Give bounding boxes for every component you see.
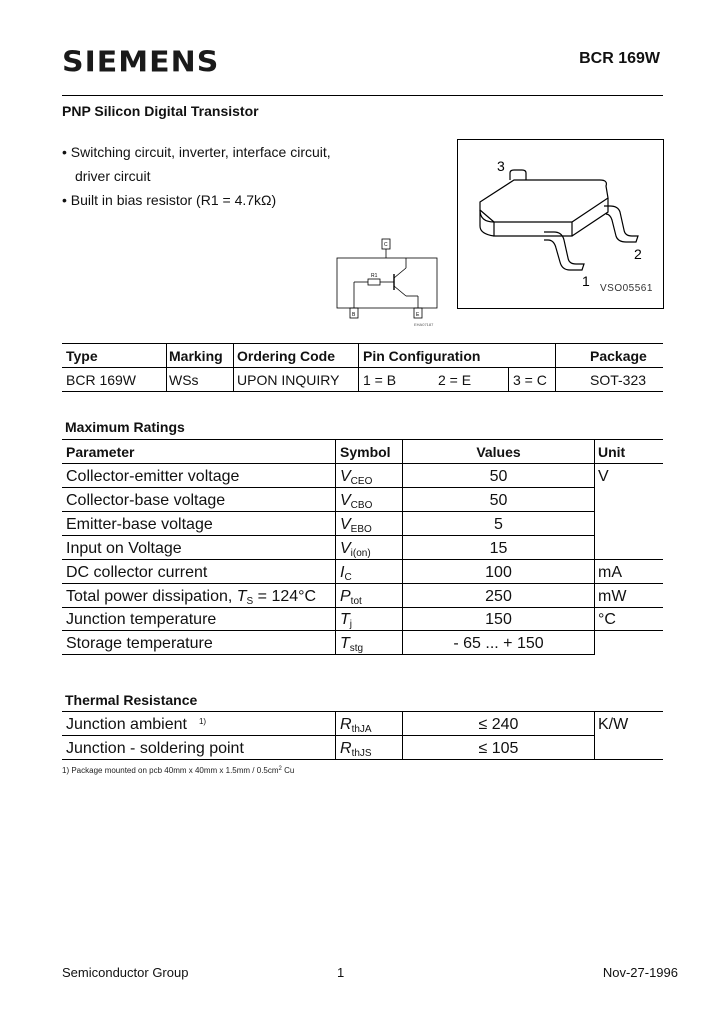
rating-param: DC collector current (66, 564, 208, 581)
rating-value: 50 (489, 468, 508, 485)
rating-value: 50 (489, 492, 508, 509)
cell-ordering-code: UPON INQUIRY (237, 372, 340, 388)
thermal-param: Junction ambient $^{1)}$ (66, 716, 207, 733)
rating-value: - 65 ... + 150 (453, 635, 544, 652)
ordering-table (62, 344, 663, 391)
feature-1: • Switching circuit, inverter, interface circuit, (62, 144, 331, 160)
siemens-logo: SIEMENS (62, 46, 220, 80)
rating-value: 5 (494, 516, 503, 533)
package-drawing-code: VSO05561 (600, 283, 653, 294)
cell-package: SOT-323 (590, 372, 647, 388)
rating-param: Storage temperature (66, 635, 213, 652)
rating-param: Collector-base voltage (66, 492, 226, 509)
sym-pin-c: C (384, 242, 388, 248)
rating-symbol: $V_{CBO}$ (340, 492, 373, 511)
feature-2: • Built in bias resistor (R1 = 4.7kΩ) (62, 192, 277, 208)
cell-type: BCR 169W (66, 372, 137, 388)
max-ratings-title: Maximum Ratings (65, 419, 185, 435)
rating-symbol: $V_{i(on)}$ (340, 540, 371, 559)
rating-value: 15 (489, 540, 508, 557)
rating-param: Total power dissipation, $T_S = 124^\circ C$ (66, 588, 317, 607)
thermal-symbol: $R_{thJS}$ (340, 740, 372, 759)
page-number: 1 (337, 965, 345, 980)
pkg-pin-3-label: 3 (497, 158, 505, 174)
col-pin-config: Pin Configuration (363, 348, 481, 364)
rating-symbol: $T_{stg}$ (340, 635, 364, 654)
rating-param: Emitter-base voltage (66, 516, 213, 533)
col-package: Package (590, 348, 647, 364)
rating-symbol: $V_{EBO}$ (340, 516, 372, 535)
pkg-pin-2-label: 2 (634, 246, 642, 262)
col-parameter: Parameter (66, 444, 135, 460)
col-ordering-code: Ordering Code (237, 348, 336, 364)
pkg-pin-1-label: 1 (582, 273, 590, 289)
thermal-value: ≤ 240 (478, 716, 519, 733)
cell-marking: WSs (169, 372, 199, 388)
cell-pin-3: 3 = C (513, 372, 547, 388)
rating-value: 150 (485, 611, 512, 628)
footer-date: Nov-27-1996 (602, 965, 678, 980)
thermal-table (62, 712, 663, 760)
col-type: Type (66, 348, 98, 364)
sym-pin-b: B (352, 312, 356, 318)
document-subtitle: PNP Silicon Digital Transistor (62, 103, 259, 119)
sym-code: EHA07187 (414, 322, 434, 327)
footnote: 1) Package mounted on pcb 40mm x 40mm x $1.5mm / 0.5cm^2$ Cu (62, 766, 295, 775)
footer-left: Semiconductor Group (62, 965, 189, 980)
max-ratings-table (62, 440, 663, 654)
transistor-symbol (336, 236, 440, 328)
unit-ma: mA (598, 564, 622, 581)
unit-celsius: °C (598, 611, 616, 628)
rating-param: Input on Voltage (66, 540, 182, 557)
pnp-schematic (336, 236, 440, 328)
col-values: Values (476, 444, 521, 460)
rating-param: Collector-emitter voltage (66, 468, 240, 485)
thermal-title: Thermal Resistance (65, 692, 198, 708)
thermal-symbol: $R_{thJA}$ (340, 716, 372, 735)
cell-pin-1: 1 = B (363, 372, 397, 388)
part-number: BCR 169W (579, 50, 660, 67)
col-unit: Unit (598, 444, 626, 460)
rating-value: 250 (485, 588, 512, 605)
rating-symbol: $I_C$ (340, 564, 352, 583)
rating-symbol: $V_{CEO}$ (340, 468, 373, 487)
sym-r1: R1 (371, 273, 378, 279)
rating-param: Junction temperature (66, 611, 217, 628)
rating-value: 100 (485, 564, 512, 581)
order-table-bottom-rule (62, 391, 663, 392)
rating-symbol: $P_{tot}$ (340, 588, 362, 607)
unit-mw: mW (598, 588, 627, 605)
unit-volts: V (598, 468, 609, 485)
header-rule (62, 95, 663, 96)
thermal-param: Junction - soldering point (66, 740, 244, 757)
sym-pin-e: E (416, 312, 420, 318)
thermal-value: ≤ 105 (478, 740, 519, 757)
cell-pin-2: 2 = E (438, 372, 472, 388)
feature-1-cont: driver circuit (75, 168, 151, 184)
rating-symbol: $T_j$ (340, 611, 353, 630)
unit-kw: K/W (598, 716, 629, 733)
col-marking: Marking (169, 348, 223, 364)
col-symbol: Symbol (340, 444, 391, 460)
